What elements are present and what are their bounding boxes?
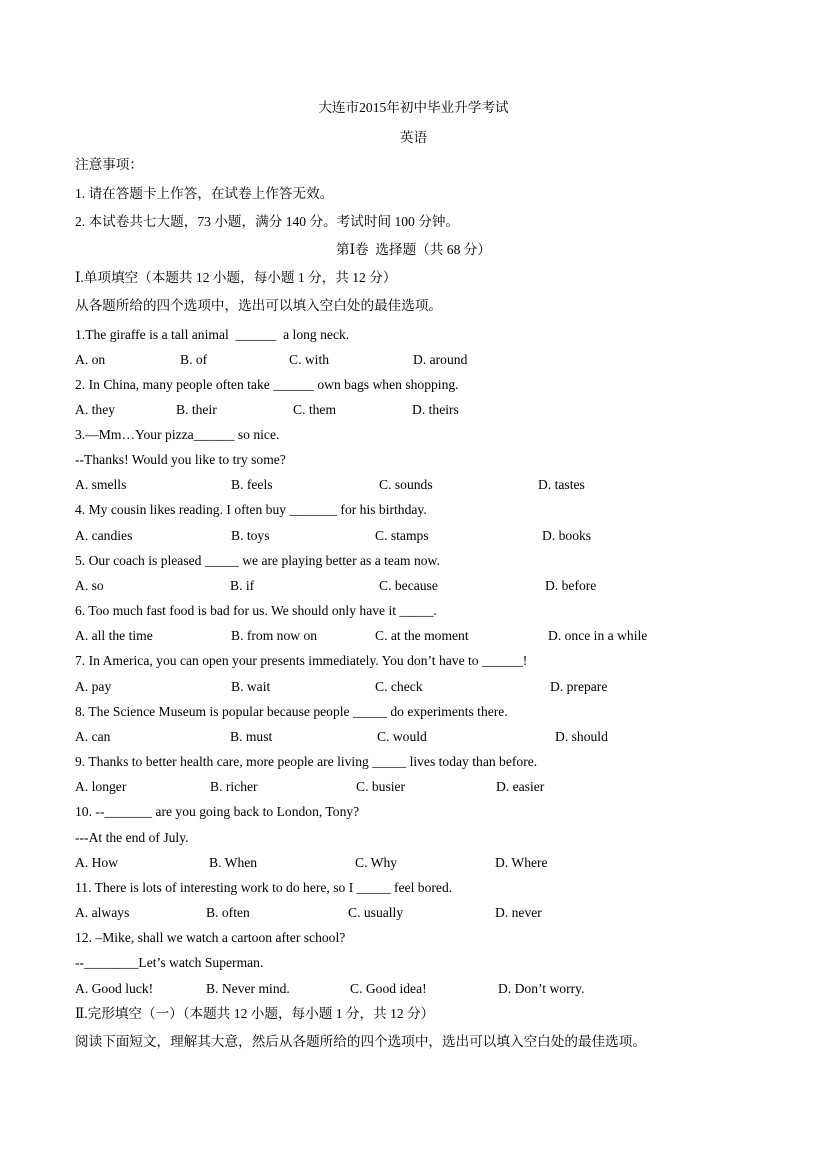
option-d: D. never: [495, 905, 542, 920]
option-d: D. prepare: [550, 679, 608, 694]
option-c: C. would: [377, 729, 427, 744]
option-a: A. so: [75, 578, 104, 593]
option-a: A. candies: [75, 528, 133, 543]
question-response: --Thanks! Would you like to try some?: [75, 452, 286, 467]
option-d: D. should: [555, 729, 608, 744]
section1-title: Ⅰ.单项填空（本题共 12 小题，每小题 1 分，共 12 分）: [75, 270, 397, 285]
option-d: D. around: [413, 352, 468, 367]
question-stem: 1.The giraffe is a tall animal ______ a long neck.: [75, 327, 350, 342]
option-c: C. Good idea!: [350, 981, 427, 996]
option-a: A. How: [75, 855, 119, 870]
option-c: C. sounds: [379, 477, 433, 492]
question-response: --________Let’s watch Superman.: [75, 955, 264, 970]
option-c: C. at the moment: [375, 628, 469, 643]
option-b: B. When: [209, 855, 258, 870]
option-a: A. pay: [75, 679, 112, 694]
option-c: C. with: [289, 352, 330, 367]
option-b: B. from now on: [231, 628, 318, 643]
question-stem: 2. In China, many people often take ______ own bags when shopping.: [75, 377, 459, 392]
option-b: B. often: [206, 905, 250, 920]
section2-instruction: 阅读下面短文，理解其大意，然后从各题所给的四个选项中，选出可以填入空白处的最佳选项。: [75, 1034, 646, 1049]
option-b: B. their: [176, 402, 217, 417]
exam-subject: 英语: [399, 130, 428, 145]
question-response: ---At the end of July.: [75, 830, 189, 845]
question-stem: 8. The Science Museum is popular because people _____ do experiments there.: [75, 704, 508, 719]
option-a: A. all the time: [75, 628, 153, 643]
question-stem: 5. Our coach is pleased _____ we are playing better as a team now.: [75, 553, 440, 568]
option-b: B. toys: [231, 528, 270, 543]
section1-instruction: 从各题所给的四个选项中，选出可以填入空白处的最佳选项。: [75, 298, 443, 313]
question-stem: 6. Too much fast food is bad for us. We should only have it _____.: [75, 603, 437, 618]
option-a: A. smells: [75, 477, 127, 492]
option-d: D. tastes: [538, 477, 585, 492]
option-b: B. Never mind.: [206, 981, 290, 996]
option-a: A. always: [75, 905, 130, 920]
section2-title: Ⅱ.完形填空（一）（本题共 12 小题，每小题 1 分，共 12 分）: [75, 1006, 435, 1021]
option-c: C. them: [293, 402, 337, 417]
option-d: D. once in a while: [548, 628, 648, 643]
option-d: D. before: [545, 578, 597, 593]
option-d: D. theirs: [412, 402, 459, 417]
option-b: B. feels: [231, 477, 273, 492]
option-c: C. busier: [356, 779, 406, 794]
option-a: A. on: [75, 352, 106, 367]
option-b: B. of: [180, 352, 208, 367]
option-a: A. they: [75, 402, 116, 417]
option-d: D. Where: [495, 855, 548, 870]
question-stem: 9. Thanks to better health care, more people are living _____ lives today than before.: [75, 754, 538, 769]
option-b: B. must: [230, 729, 273, 744]
question-stem: 4. My cousin likes reading. I often buy _______ for his birthday.: [75, 502, 427, 517]
part1-title: 第Ⅰ卷 选择题（共 68 分）: [336, 242, 491, 257]
option-d: D. books: [542, 528, 592, 543]
option-a: A. longer: [75, 779, 127, 794]
question-stem: 12. –Mike, shall we watch a cartoon after school?: [75, 930, 346, 945]
option-b: B. wait: [231, 679, 271, 694]
option-b: B. richer: [210, 779, 258, 794]
option-c: C. check: [375, 679, 423, 694]
notice-heading: 注意事项：: [75, 157, 143, 172]
notice-item-1: 1. 请在答题卡上作答，在试卷上作答无效。: [75, 186, 334, 201]
notice-item-2: 2. 本试卷共七大题，73 小题，满分 140 分。考试时间 100 分钟。: [75, 214, 460, 229]
question-stem: 3.—Mm…Your pizza______ so nice.: [75, 427, 280, 442]
question-stem: 11. There is lots of interesting work to do here, so I _____ feel bored.: [75, 880, 453, 895]
option-c: C. usually: [348, 905, 404, 920]
option-c: C. stamps: [375, 528, 429, 543]
option-d: D. Don’t worry.: [498, 981, 585, 996]
option-b: B. if: [230, 578, 255, 593]
option-a: A. Good luck!: [75, 981, 154, 996]
option-d: D. easier: [496, 779, 545, 794]
option-c: C. because: [379, 578, 438, 593]
question-stem: 7. In America, you can open your presents immediately. You don’t have to ______!: [75, 653, 528, 668]
option-a: A. can: [75, 729, 111, 744]
option-c: C. Why: [355, 855, 398, 870]
exam-title: 大连市2015年初中毕业升学考试: [318, 100, 509, 115]
question-stem: 10. --_______ are you going back to London, Tony?: [75, 804, 360, 819]
